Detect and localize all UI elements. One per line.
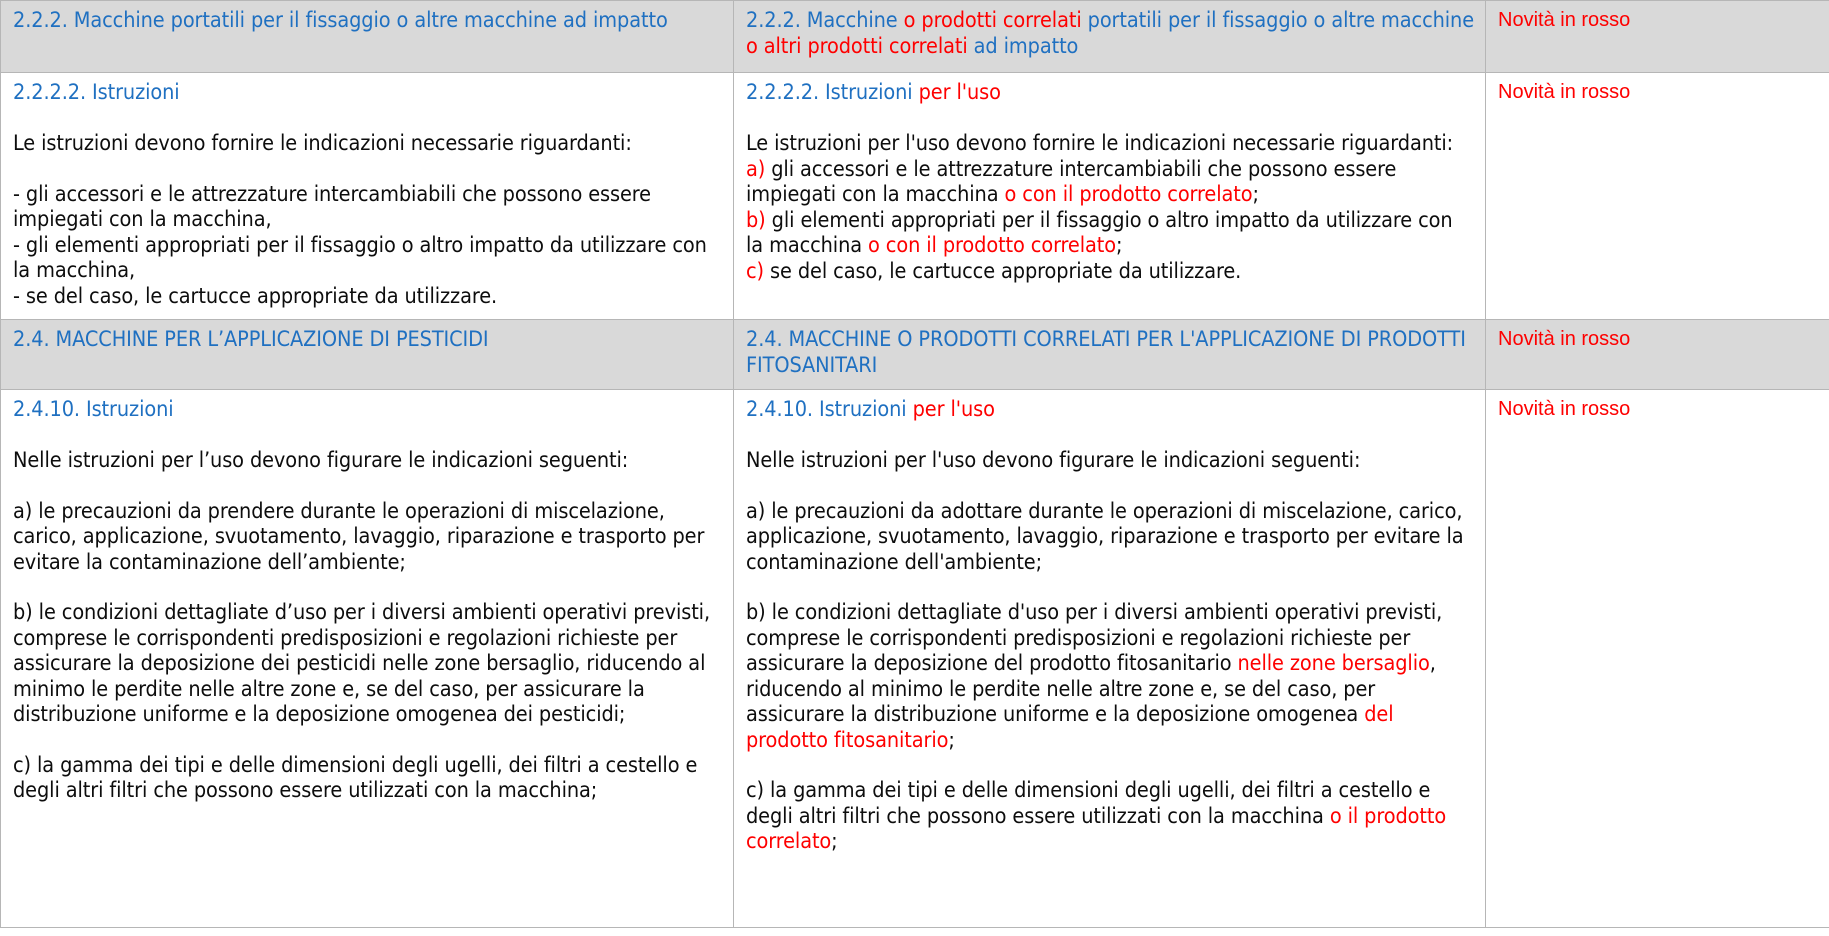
table-row bbox=[1, 390, 1829, 928]
clause-body-proposed bbox=[746, 131, 1475, 284]
cell-current-text bbox=[1, 1, 734, 73]
text-run: Le istruzioni per l'uso devono fornire le indicazioni necessarie riguardanti: bbox=[746, 131, 1454, 156]
text-run: 2.4. MACCHINE O PRODOTTI CORRELATI PER L'APPLICAZIONE DI PRODOTTI FITOSANITARI bbox=[746, 327, 1466, 378]
cell-note bbox=[1486, 1, 1829, 73]
inserted-text: per l'uso bbox=[918, 80, 1001, 105]
paragraph bbox=[746, 259, 1475, 285]
paragraph: - gli elementi appropriati per il fissaggio o altro impatto da utilizzare con la macchina, bbox=[13, 232, 707, 283]
paragraph bbox=[746, 157, 1475, 208]
cell-current-text bbox=[1, 320, 734, 390]
inserted-text: a) bbox=[746, 156, 766, 182]
cell-current-text bbox=[1, 390, 734, 928]
text-run: 2.2.2.2. Istruzioni bbox=[746, 80, 919, 105]
inserted-text: o con il prodotto correlato bbox=[868, 233, 1116, 258]
text-run: a) le precauzioni da adottare durante le operazioni di miscelazione, carico, applicazione, svuotamento, lavaggio, riparazione e trasporto per evitare la contaminazione dell'ambiente; bbox=[746, 498, 1464, 575]
table-row bbox=[1, 1, 1829, 73]
text-run: portatili per il fissaggio o altre macchine bbox=[1087, 8, 1475, 33]
inserted-text: o altri prodotti correlati bbox=[746, 34, 974, 59]
paragraph: c) la gamma dei tipi e delle dimensioni degli ugelli, dei filtri a cestello e degli altri filtri che possono essere utilizzati con la macchina; bbox=[13, 752, 698, 803]
text-run: gli elementi appropriati per il fissaggio o altro impatto da utilizzare con la macchina bbox=[746, 207, 1453, 258]
paragraph: Nelle istruzioni per l’uso devono figurare le indicazioni seguenti: bbox=[13, 448, 629, 473]
text-run: ; bbox=[948, 727, 955, 753]
clause-title-proposed bbox=[746, 80, 1475, 106]
cell-proposed-text bbox=[734, 390, 1486, 928]
text-run: 2.2.2. Macchine portatili per il fissaggio o altre macchine ad impatto bbox=[13, 8, 668, 33]
paragraph: a) le precauzioni da prendere durante le operazioni di miscelazione, carico, applicazione, svuotamento, lavaggio, riparazione e trasporto per evitare la contaminazione dell’ambiente; bbox=[13, 498, 705, 575]
paragraph: - se del caso, le cartucce appropriate da utilizzare. bbox=[13, 283, 498, 309]
paragraph: Le istruzioni devono fornire le indicazioni necessarie riguardanti: bbox=[13, 131, 632, 156]
inserted-text: c) bbox=[746, 258, 764, 284]
paragraph: - gli accessori e le attrezzature intercambiabili che possono essere impiegati con la macchina, bbox=[13, 181, 651, 232]
clause-body-proposed bbox=[746, 448, 1475, 855]
cell-proposed-text bbox=[734, 320, 1486, 390]
text-run: ; bbox=[1115, 233, 1123, 258]
inserted-text: del prodotto fitosanitario bbox=[746, 702, 1394, 753]
note-label: Novità in rosso bbox=[1498, 328, 1631, 350]
text-run: 2.2.2. Macchine bbox=[746, 8, 904, 33]
clause-title-current: 2.4.10. Istruzioni bbox=[13, 397, 174, 422]
section-heading-current bbox=[13, 8, 723, 34]
paragraph bbox=[746, 448, 1475, 474]
section-heading-proposed bbox=[746, 327, 1475, 379]
note-label: Novità in rosso bbox=[1498, 9, 1631, 31]
inserted-text: nelle zone bersaglio bbox=[1237, 651, 1430, 676]
table-row bbox=[1, 320, 1829, 390]
inserted-text: o prodotti correlati bbox=[903, 8, 1088, 33]
cell-note bbox=[1486, 73, 1829, 320]
clause-title-current: 2.2.2.2. Istruzioni bbox=[13, 80, 180, 105]
paragraph bbox=[746, 131, 1475, 157]
note-label: Novità in rosso bbox=[1498, 81, 1631, 103]
clause-body-current bbox=[13, 448, 723, 804]
text-run: se del caso, le cartucce appropriate da utilizzare. bbox=[763, 258, 1242, 284]
cell-current-text bbox=[1, 73, 734, 320]
text-run: ad impatto bbox=[973, 34, 1079, 59]
section-heading-proposed bbox=[746, 8, 1475, 60]
note-label: Novità in rosso bbox=[1498, 398, 1631, 420]
text-run: Nelle istruzioni per l'uso devono figurare le indicazioni seguenti: bbox=[746, 448, 1361, 473]
table-row bbox=[1, 73, 1829, 320]
text-run: ; bbox=[1252, 182, 1259, 207]
cell-proposed-text bbox=[734, 1, 1486, 73]
paragraph bbox=[746, 778, 1475, 855]
paragraph bbox=[746, 208, 1475, 259]
text-run: 2.4. MACCHINE PER L’APPLICAZIONE DI PESTICIDI bbox=[13, 327, 489, 352]
cell-proposed-text bbox=[734, 73, 1486, 320]
text-run: , riducendo al minimo le perdite nelle altre zone e, se del caso, per assicurare la distribuzione uniforme e la deposizione omogenea bbox=[746, 651, 1436, 727]
text-run: 2.4.10. Istruzioni bbox=[746, 397, 913, 422]
text-run: ; bbox=[831, 829, 838, 854]
inserted-text: per l'uso bbox=[912, 397, 995, 422]
paragraph: b) le condizioni dettagliate d’uso per i diversi ambienti operativi previsti, comprese le corrispondenti predisposizioni e regolazioni richieste per assicurare la deposizione dei pesticidi nelle zone bersaglio, riducendo al minimo le perdite nelle altre zone e, se del caso, per assicurare la distribuzione uniforme e la deposizione omogenea dei pesticidi; bbox=[13, 600, 711, 727]
inserted-text: o con il prodotto correlato bbox=[1004, 182, 1253, 207]
cell-note bbox=[1486, 320, 1829, 390]
inserted-text: b) bbox=[746, 207, 766, 233]
text-run: c) la gamma dei tipi e delle dimensioni degli ugelli, dei filtri a cestello e degli altri filtri che possono essere utilizzati con la macchina bbox=[746, 778, 1431, 829]
inserted-text: o il prodotto correlato bbox=[746, 803, 1447, 854]
paragraph bbox=[746, 499, 1475, 576]
text-run: b) le condizioni dettagliate d'uso per i diversi ambienti operativi previsti, comprese le corrispondenti predisposizioni e regolazioni richieste per assicurare la deposizione del prodotto fitosanitario bbox=[746, 600, 1443, 676]
text-run: gli accessori e le attrezzature intercambiabili che possono essere impiegati con la macchina bbox=[746, 156, 1397, 207]
clause-body-current bbox=[13, 131, 723, 309]
clause-title-proposed bbox=[746, 397, 1475, 423]
section-heading-current bbox=[13, 327, 723, 353]
paragraph bbox=[746, 600, 1475, 753]
cell-note bbox=[1486, 390, 1829, 928]
table-body bbox=[1, 1, 1829, 928]
